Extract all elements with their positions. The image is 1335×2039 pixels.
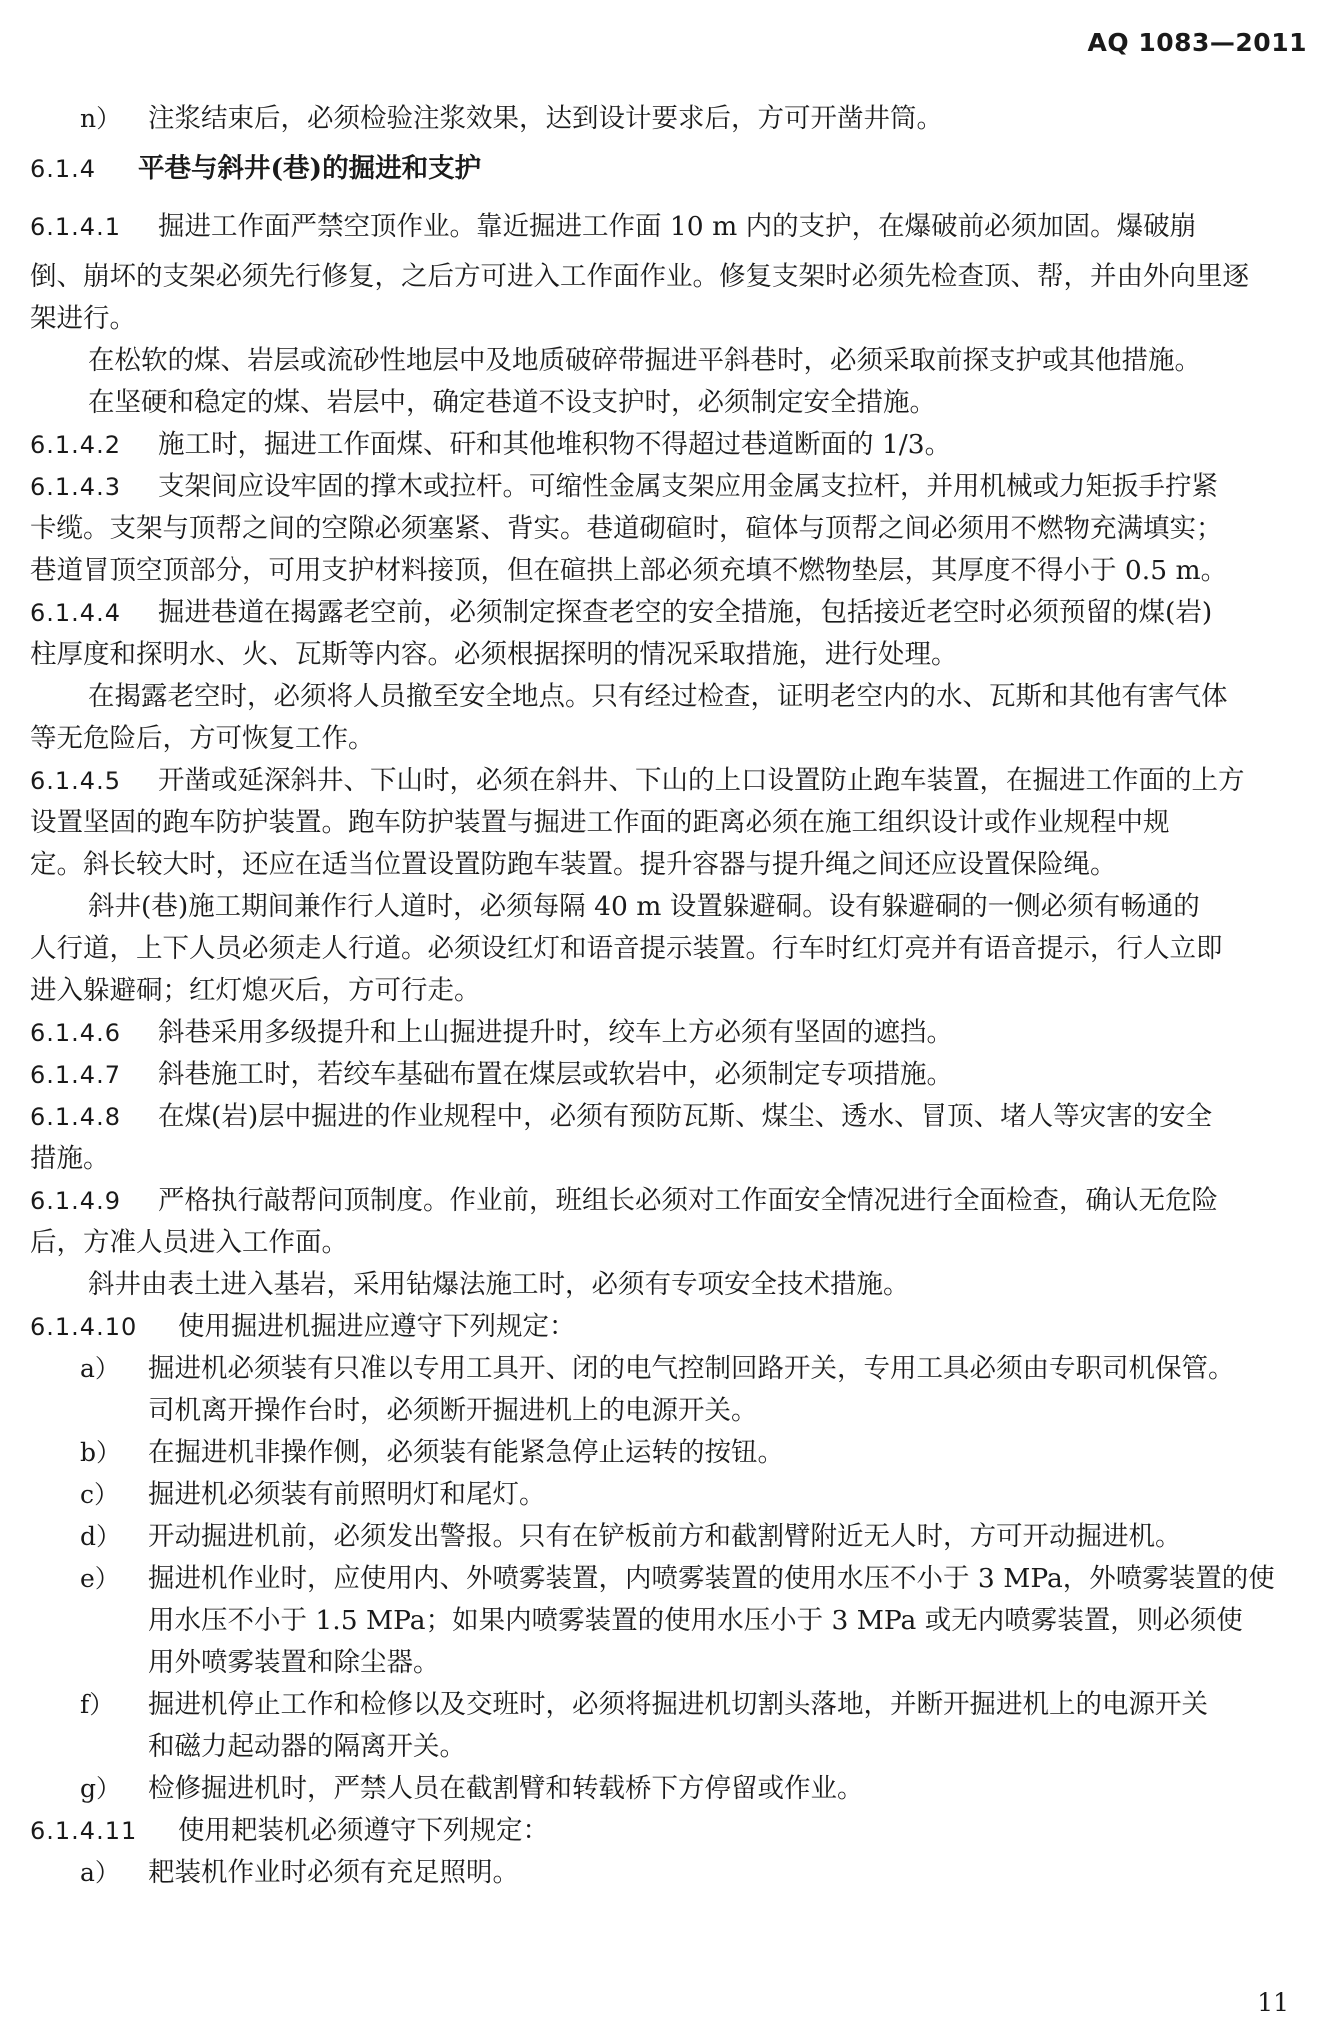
clause-line: 定。斜长较大时，还应在适当位置设置防跑车装置。提升容器与提升绳之间还应设置保险绳。 — [30, 849, 1117, 880]
document-body — [30, 98, 1310, 1894]
clause-number: 6.1.4.2 — [30, 431, 121, 459]
item-text: 掘进机必须装有只准以专用工具开、闭的电气控制回路开关，专用工具必须由专职司机保管。 — [148, 1353, 1235, 1384]
clause-line: 架进行。 — [30, 303, 136, 334]
list-item-c — [30, 1474, 1310, 1516]
item-text: 掘进机停止工作和检修以及交班时，必须将掘进机切割头落地，并断开掘进机上的电源开关 — [148, 1689, 1208, 1720]
clause-text: 掘进巷道在揭露老空前，必须制定探查老空的安全措施，包括接近老空时必须预留的煤(岩) — [158, 597, 1213, 628]
item-text: 检修掘进机时，严禁人员在截割臂和转载桥下方停留或作业。 — [148, 1773, 864, 1804]
list-item-continuation: 和磁力起动器的隔离开关。 — [148, 1731, 466, 1762]
clause-text: 施工时，掘进工作面煤、矸和其他堆积物不得超过巷道断面的 1/3。 — [158, 429, 952, 460]
clause-line: 巷道冒顶空顶部分，可用支护材料接顶，但在碹拱上部必须充填不燃物垫层，其厚度不得小于 0.5 m。 — [30, 555, 1228, 586]
clause-line — [30, 466, 1310, 508]
clause-number: 6.1.4.8 — [30, 1103, 121, 1131]
clause-number: 6.1.4.3 — [30, 473, 121, 501]
list-item-a — [30, 1348, 1310, 1390]
list-item-g — [30, 1768, 1310, 1810]
clause-number: 6.1.4.6 — [30, 1019, 121, 1047]
paragraph-line: 在揭露老空时，必须将人员撤至安全地点。只有经过检查，证明老空内的水、瓦斯和其他有害气体 — [88, 681, 1228, 712]
clause-line: 倒、崩坏的支架必须先行修复，之后方可进入工作面作业。修复支架时必须先检查顶、帮，并由外向里逐 — [30, 261, 1249, 292]
item-mark: c） — [80, 1480, 120, 1509]
item-mark: e） — [80, 1564, 120, 1593]
clause-line — [30, 1096, 1310, 1138]
item-mark: a） — [80, 1354, 120, 1383]
standard-code: AQ 1083—2011 — [1087, 28, 1307, 57]
clause-line — [30, 1054, 1310, 1096]
section-heading — [30, 140, 1310, 198]
clause-number: 6.1.4.4 — [30, 599, 121, 627]
list-item-continuation: 司机离开操作台时，必须断开掘进机上的电源开关。 — [148, 1395, 758, 1426]
item-text: 掘进机作业时，应使用内、外喷雾装置，内喷雾装置的使用水压不小于 3 MPa，外喷雾装置的使 — [148, 1563, 1275, 1594]
clause-text: 斜巷采用多级提升和上山掘进提升时，绞车上方必须有坚固的遮挡。 — [158, 1017, 953, 1048]
clause-line — [30, 1306, 1310, 1348]
item-text: 掘进机必须装有前照明灯和尾灯。 — [148, 1479, 546, 1510]
list-item-b — [30, 1432, 1310, 1474]
clause-text: 支架间应设牢固的撑木或拉杆。可缩性金属支架应用金属支拉杆，并用机械或力矩扳手拧紧 — [158, 471, 1218, 502]
clause-line — [30, 760, 1310, 802]
clause-text: 开凿或延深斜井、下山时，必须在斜井、下山的上口设置防止跑车装置，在掘进工作面的上方 — [158, 765, 1245, 796]
clause-text: 使用掘进机掘进应遵守下列规定： — [178, 1311, 576, 1342]
clause-number: 6.1.4.9 — [30, 1187, 121, 1215]
list-item-continuation: 用水压不小于 1.5 MPa；如果内喷雾装置的使用水压小于 3 MPa 或无内喷雾装置，则必须使 — [148, 1605, 1243, 1636]
clause-number: 6.1.4.11 — [30, 1817, 138, 1845]
clause-line — [30, 424, 1310, 466]
clause-number: 6.1.4.5 — [30, 767, 121, 795]
section-number: 6.1.4 — [30, 155, 97, 183]
item-mark: a） — [80, 1858, 120, 1887]
clause-line: 设置坚固的跑车防护装置。跑车防护装置与掘进工作面的距离必须在施工组织设计或作业规程中规 — [30, 807, 1170, 838]
paragraph-line: 斜井由表土进入基岩，采用钻爆法施工时，必须有专项安全技术措施。 — [88, 1269, 910, 1300]
list-item-d — [30, 1516, 1310, 1558]
clause-text: 斜巷施工时，若绞车基础布置在煤层或软岩中，必须制定专项措施。 — [158, 1059, 953, 1090]
clause-line — [30, 198, 1310, 256]
clause-number: 6.1.4.1 — [30, 213, 121, 241]
page-number: 11 — [1257, 1988, 1289, 2017]
item-mark: g） — [80, 1774, 122, 1803]
clause-text: 掘进工作面严禁空顶作业。靠近掘进工作面 10 m 内的支护，在爆破前必须加固。爆破崩 — [158, 211, 1197, 242]
item-text: 注浆结束后，必须检验注浆效果，达到设计要求后，方可开凿井筒。 — [148, 103, 943, 134]
item-text: 耙装机作业时必须有充足照明。 — [148, 1857, 519, 1888]
list-item-e — [30, 1558, 1310, 1600]
list-item-f — [30, 1684, 1310, 1726]
section-title: 平巷与斜井(巷)的掘进和支护 — [138, 153, 482, 184]
list-item-n — [30, 98, 1310, 140]
clause-line — [30, 1180, 1310, 1222]
item-text: 在掘进机非操作侧，必须装有能紧急停止运转的按钮。 — [148, 1437, 784, 1468]
item-text: 开动掘进机前，必须发出警报。只有在铲板前方和截割臂附近无人时，方可开动掘进机。 — [148, 1521, 1182, 1552]
paragraph-line: 等无危险后，方可恢复工作。 — [30, 723, 375, 754]
list-item-a — [30, 1852, 1310, 1894]
clause-text: 严格执行敲帮问顶制度。作业前，班组长必须对工作面安全情况进行全面检查，确认无危险 — [158, 1185, 1218, 1216]
clause-line: 柱厚度和探明水、火、瓦斯等内容。必须根据探明的情况采取措施，进行处理。 — [30, 639, 958, 670]
paragraph-line: 在坚硬和稳定的煤、岩层中，确定巷道不设支护时，必须制定安全措施。 — [88, 387, 936, 418]
item-mark: f） — [80, 1690, 115, 1719]
clause-line: 后，方准人员进入工作面。 — [30, 1227, 348, 1258]
paragraph-line: 在松软的煤、岩层或流砂性地层中及地质破碎带掘进平斜巷时，必须采取前探支护或其他措施。 — [88, 345, 1201, 376]
clause-line — [30, 1012, 1310, 1054]
clause-line: 卡缆。支架与顶帮之间的空隙必须塞紧、背实。巷道砌碹时，碹体与顶帮之间必须用不燃物充满填实； — [30, 513, 1223, 544]
clause-line — [30, 592, 1310, 634]
list-item-continuation: 用外喷雾装置和除尘器。 — [148, 1647, 440, 1678]
clause-text: 使用耙装机必须遵守下列规定： — [178, 1815, 549, 1846]
clause-number: 6.1.4.7 — [30, 1061, 121, 1089]
item-mark: d） — [80, 1522, 122, 1551]
clause-text: 在煤(岩)层中掘进的作业规程中，必须有预防瓦斯、煤尘、透水、冒顶、堵人等灾害的安全 — [158, 1101, 1213, 1132]
clause-line — [30, 1810, 1310, 1852]
item-mark: n） — [80, 104, 122, 133]
item-mark: b） — [80, 1438, 122, 1467]
clause-line: 措施。 — [30, 1143, 110, 1174]
clause-number: 6.1.4.10 — [30, 1313, 138, 1341]
paragraph-line: 人行道，上下人员必须走人行道。必须设红灯和语音提示装置。行车时红灯亮并有语音提示，行人立即 — [30, 933, 1223, 964]
paragraph-line: 进入躲避硐；红灯熄灭后，方可行走。 — [30, 975, 481, 1006]
paragraph-line: 斜井(巷)施工期间兼作行人道时，必须每隔 40 m 设置躲避硐。设有躲避硐的一侧必须有畅通的 — [88, 891, 1200, 922]
